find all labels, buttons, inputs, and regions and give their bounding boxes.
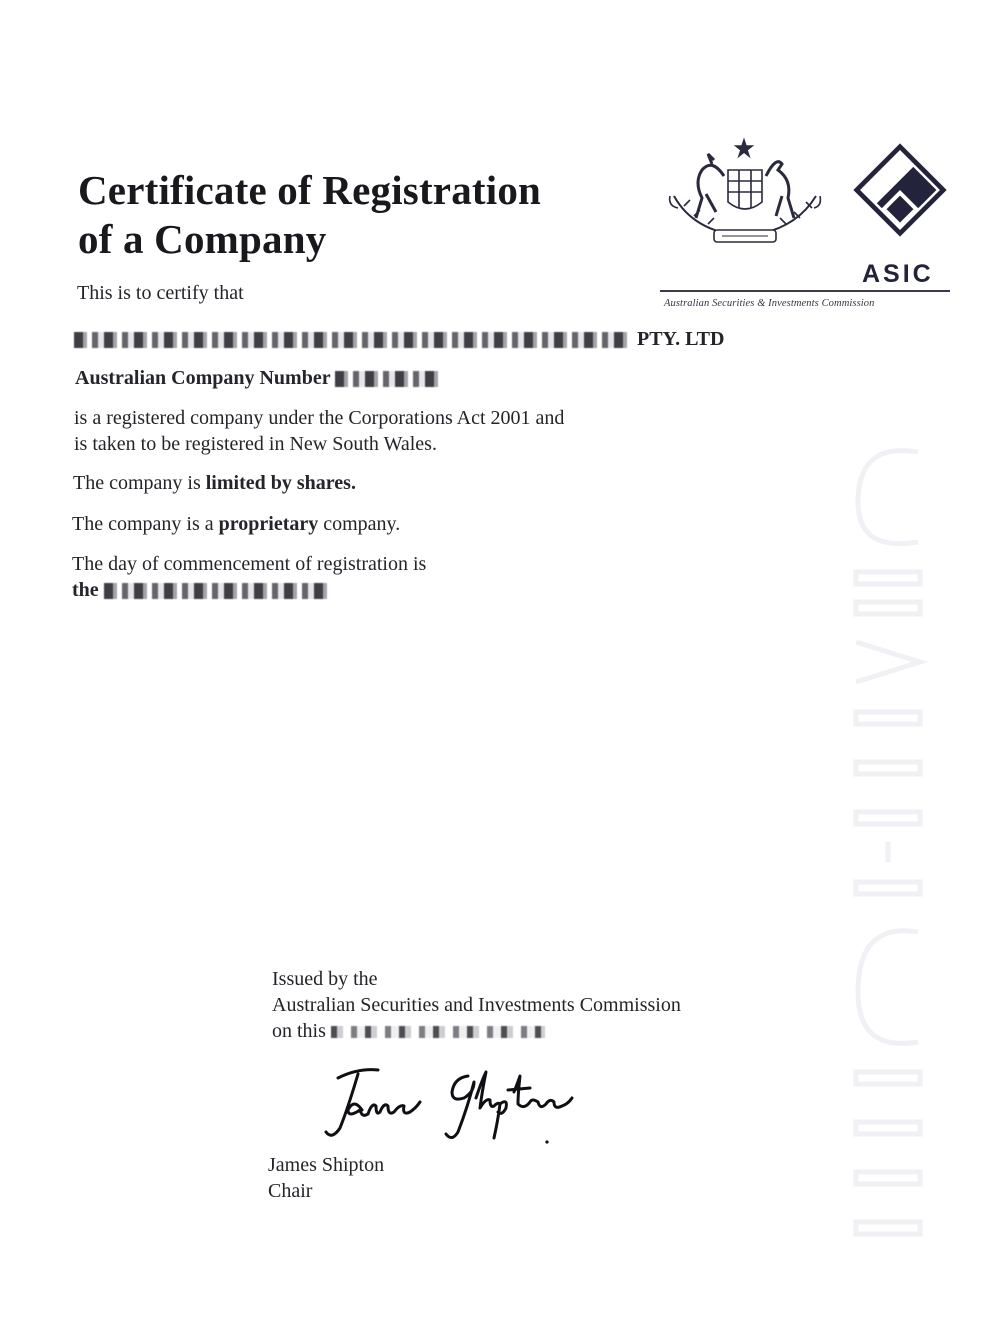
limited-value: limited by shares. (205, 472, 356, 494)
commencement-prefix: the (72, 579, 99, 601)
certify-intro: This is to certify that (77, 282, 244, 304)
limited-statement (73, 470, 356, 496)
redacted-acn (335, 371, 443, 387)
title-line-2: of a Company (78, 216, 327, 262)
asic-logo-icon (850, 140, 950, 240)
asic-logo-subtitle: Australian Securities & Investments Commission (664, 298, 875, 309)
signatory-role: Chair (268, 1180, 313, 1202)
redacted-company-name (74, 332, 632, 348)
commencement-statement (72, 551, 426, 603)
signatory-name: James Shipton (268, 1154, 385, 1176)
registration-line-2: is taken to be registered in New South Wales. (74, 433, 437, 455)
acn-line (75, 365, 443, 391)
company-name (74, 326, 724, 352)
acn-label: Australian Company Number (75, 367, 331, 389)
signatory-block (268, 1152, 384, 1204)
redacted-commencement-date (104, 583, 332, 599)
proprietary-value: proprietary (218, 513, 319, 535)
issuer-line-2: Australian Securities and Investments Commission (272, 994, 681, 1016)
proprietary-prefix: The company is a (72, 513, 214, 535)
commencement-line-1: The day of commencement of registration is (72, 553, 427, 575)
issue-date-line (272, 1018, 681, 1044)
coat-of-arms-icon (664, 136, 830, 256)
issuer-line-1: Issued by the (272, 968, 378, 990)
registration-line-1: is a registered company under the Corporations Act 2001 and (74, 407, 565, 429)
title-line-1: Certificate of Registration (78, 167, 542, 213)
proprietary-suffix: company. (323, 513, 401, 535)
redacted-issue-date (331, 1026, 545, 1038)
registration-statement (74, 405, 564, 457)
proprietary-statement (72, 511, 400, 537)
logo-divider (660, 290, 950, 292)
commencement-date-line (72, 577, 426, 603)
limited-prefix: The company is (73, 472, 201, 494)
certificate-title (78, 166, 541, 264)
signature-image (318, 1058, 578, 1150)
watermark-seal (848, 432, 928, 1262)
company-suffix: PTY. LTD (637, 328, 725, 350)
asic-logo-text: ASIC (862, 260, 934, 288)
issuer-line-3: on this (272, 1020, 326, 1042)
issuer-block (272, 966, 681, 1044)
